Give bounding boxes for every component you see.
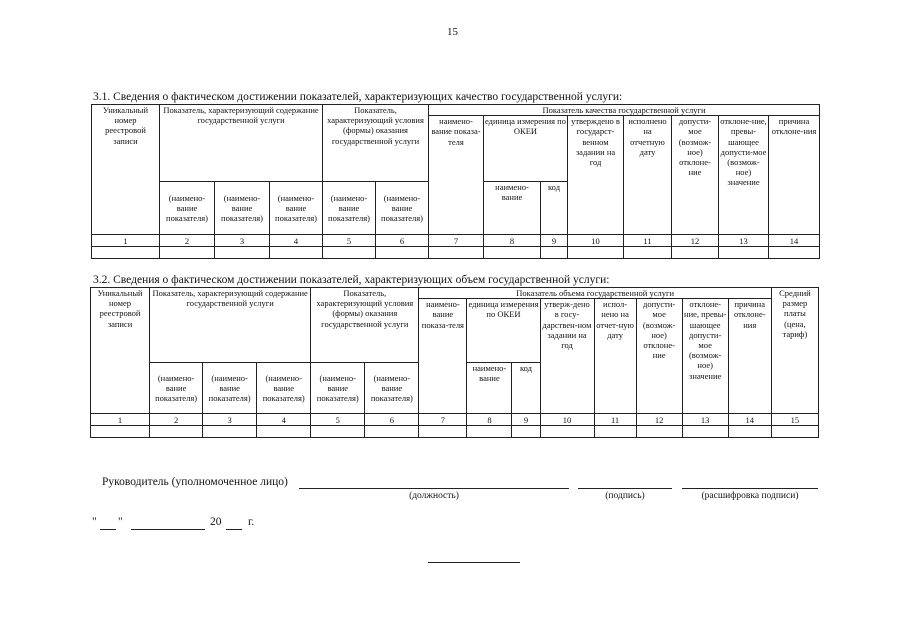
signature-caption: (подпись) — [605, 491, 645, 501]
column-number: 2 — [160, 235, 215, 247]
column-number: 10 — [540, 414, 594, 426]
header-reason: причина отклоне-ния — [728, 299, 771, 414]
column-number: 14 — [728, 414, 771, 426]
header-unit-name: наимено-вание — [484, 182, 541, 235]
header-reason: причина отклоне-ния — [769, 116, 820, 235]
header-unit-code: код — [541, 182, 568, 235]
param-name: (наимено-вание показателя) — [160, 182, 215, 235]
header-executed: исполнено на отчетную дату — [624, 116, 672, 235]
empty-cell[interactable] — [594, 426, 636, 438]
column-number: 4 — [257, 414, 311, 426]
section-2-title: 3.2. Сведения о фактическом достижении показателей, характеризующих объем государственной услуги: — [93, 274, 610, 286]
volume-indicators-table — [90, 287, 819, 438]
empty-cell[interactable] — [270, 247, 323, 259]
param-name: (наимено-вание показателя) — [365, 363, 419, 414]
column-number: 12 — [672, 235, 719, 247]
empty-cell[interactable] — [311, 426, 365, 438]
header-unit-name: наимено-вание — [467, 363, 512, 414]
header-unique-number: Уникальный номер реестровой записи — [92, 105, 160, 235]
column-number: 6 — [365, 414, 419, 426]
column-number: 13 — [682, 414, 728, 426]
empty-cell[interactable] — [215, 247, 270, 259]
decoding-line[interactable] — [682, 488, 818, 489]
empty-cell[interactable] — [203, 426, 257, 438]
param-name: (наимено-вание показателя) — [150, 363, 203, 414]
header-unit: единица измерения по ОКЕИ — [467, 299, 540, 363]
header-average-price: Средний размер платы (цена, тариф) — [771, 288, 818, 414]
column-number: 15 — [771, 414, 818, 426]
empty-cell[interactable] — [150, 426, 203, 438]
empty-cell[interactable] — [728, 426, 771, 438]
header-allowed-deviation: допусти-мое (возмож-ное) отклоне-ние — [636, 299, 682, 414]
date-open-quote: " — [92, 516, 97, 528]
column-number: 7 — [419, 414, 467, 426]
quality-indicators-table — [91, 104, 820, 259]
param-name: (наимено-вание показателя) — [270, 182, 323, 235]
empty-cell[interactable] — [719, 247, 769, 259]
empty-cell[interactable] — [541, 247, 568, 259]
column-number: 12 — [636, 414, 682, 426]
date-close-quote: " — [118, 516, 123, 528]
column-number: 8 — [484, 235, 541, 247]
empty-cell[interactable] — [429, 247, 484, 259]
day-line[interactable] — [100, 529, 116, 530]
position-line[interactable] — [299, 488, 569, 489]
header-content: Показатель, характеризующий содержание государственной услуги — [150, 288, 311, 363]
column-number: 6 — [376, 235, 429, 247]
empty-cell[interactable] — [540, 426, 594, 438]
header-unit: единица измерения по ОКЕИ — [484, 116, 568, 182]
section-1-title: 3.1. Сведения о фактическом достижении показателей, характеризующих качество государственной услуги: — [93, 91, 623, 103]
header-exceeding-deviation: отклоне-ние, превы-шающее допусти-мое (возмож-ное) значение — [682, 299, 728, 414]
column-number: 1 — [91, 414, 150, 426]
year-prefix: 20 — [210, 516, 222, 528]
header-conditions: Показатель, характеризующий условия (формы) оказания государственной услуги — [323, 105, 429, 182]
header-unique-number: Уникальный номер реестровой записи — [91, 288, 150, 414]
empty-cell[interactable] — [568, 247, 624, 259]
column-number: 9 — [541, 235, 568, 247]
page-number: 15 — [447, 26, 458, 38]
param-name: (наимено-вание показателя) — [323, 182, 376, 235]
column-number: 3 — [215, 235, 270, 247]
position-caption: (должность) — [409, 491, 459, 501]
header-conditions: Показатель, характеризующий условия (формы) оказания государственной услуги — [311, 288, 419, 363]
header-unit-code: код — [512, 363, 540, 414]
header-content: Показатель, характеризующий содержание государственной услуги — [160, 105, 323, 182]
empty-cell[interactable] — [484, 247, 541, 259]
column-number: 3 — [203, 414, 257, 426]
empty-cell[interactable] — [769, 247, 820, 259]
column-number: 10 — [568, 235, 624, 247]
year-line[interactable] — [226, 529, 242, 530]
header-indicator-name: наимено-вание показа-теля — [419, 299, 467, 414]
column-number: 13 — [719, 235, 769, 247]
header-approved: утверж-дено в госу-дарствен-ном задании на год — [540, 299, 594, 414]
column-number: 7 — [429, 235, 484, 247]
empty-cell[interactable] — [365, 426, 419, 438]
month-line[interactable] — [131, 529, 205, 530]
column-number: 5 — [311, 414, 365, 426]
header-executed: испол-нено на отчет-ную дату — [594, 299, 636, 414]
empty-cell[interactable] — [160, 247, 215, 259]
column-number: 9 — [512, 414, 540, 426]
year-suffix: г. — [248, 516, 255, 528]
signature-line[interactable] — [578, 488, 672, 489]
header-approved: утверждено в государст-венном задании на год — [568, 116, 624, 235]
header-volume-group: Показатель объема государственной услуги — [419, 288, 771, 299]
column-number: 8 — [467, 414, 512, 426]
empty-cell[interactable] — [323, 247, 376, 259]
empty-cell[interactable] — [672, 247, 719, 259]
header-exceeding-deviation: отклоне-ние, превы-шающее допусти-мое (возмож-ное) значение — [719, 116, 769, 235]
empty-cell[interactable] — [771, 426, 818, 438]
empty-cell[interactable] — [91, 426, 150, 438]
param-name: (наимено-вание показателя) — [215, 182, 270, 235]
column-number: 14 — [769, 235, 820, 247]
param-name: (наимено-вание показателя) — [311, 363, 365, 414]
empty-cell[interactable] — [624, 247, 672, 259]
empty-cell[interactable] — [636, 426, 682, 438]
empty-cell[interactable] — [682, 426, 728, 438]
param-name: (наимено-вание показателя) — [203, 363, 257, 414]
column-number: 11 — [594, 414, 636, 426]
head-label: Руководитель (уполномоченное лицо) — [102, 476, 288, 488]
empty-cell[interactable] — [467, 426, 512, 438]
column-number: 4 — [270, 235, 323, 247]
column-number: 11 — [624, 235, 672, 247]
header-indicator-name: наимено-вание показа-теля — [429, 116, 484, 235]
empty-cell[interactable] — [257, 426, 311, 438]
column-number: 5 — [323, 235, 376, 247]
column-number: 1 — [92, 235, 160, 247]
empty-cell[interactable] — [512, 426, 540, 438]
empty-cell[interactable] — [92, 247, 160, 259]
column-number: 2 — [150, 414, 203, 426]
header-allowed-deviation: допусти-мое (возмож-ное) отклоне-ние — [672, 116, 719, 235]
param-name: (наимено-вание показателя) — [376, 182, 429, 235]
header-quality-group: Показатель качества государственной услуги — [429, 105, 820, 116]
table-row — [92, 247, 820, 259]
empty-cell[interactable] — [376, 247, 429, 259]
param-name: (наимено-вание показателя) — [257, 363, 311, 414]
footer-divider — [428, 562, 520, 563]
decoding-caption: (расшифровка подписи) — [701, 491, 799, 501]
table-row — [91, 426, 819, 438]
empty-cell[interactable] — [419, 426, 467, 438]
